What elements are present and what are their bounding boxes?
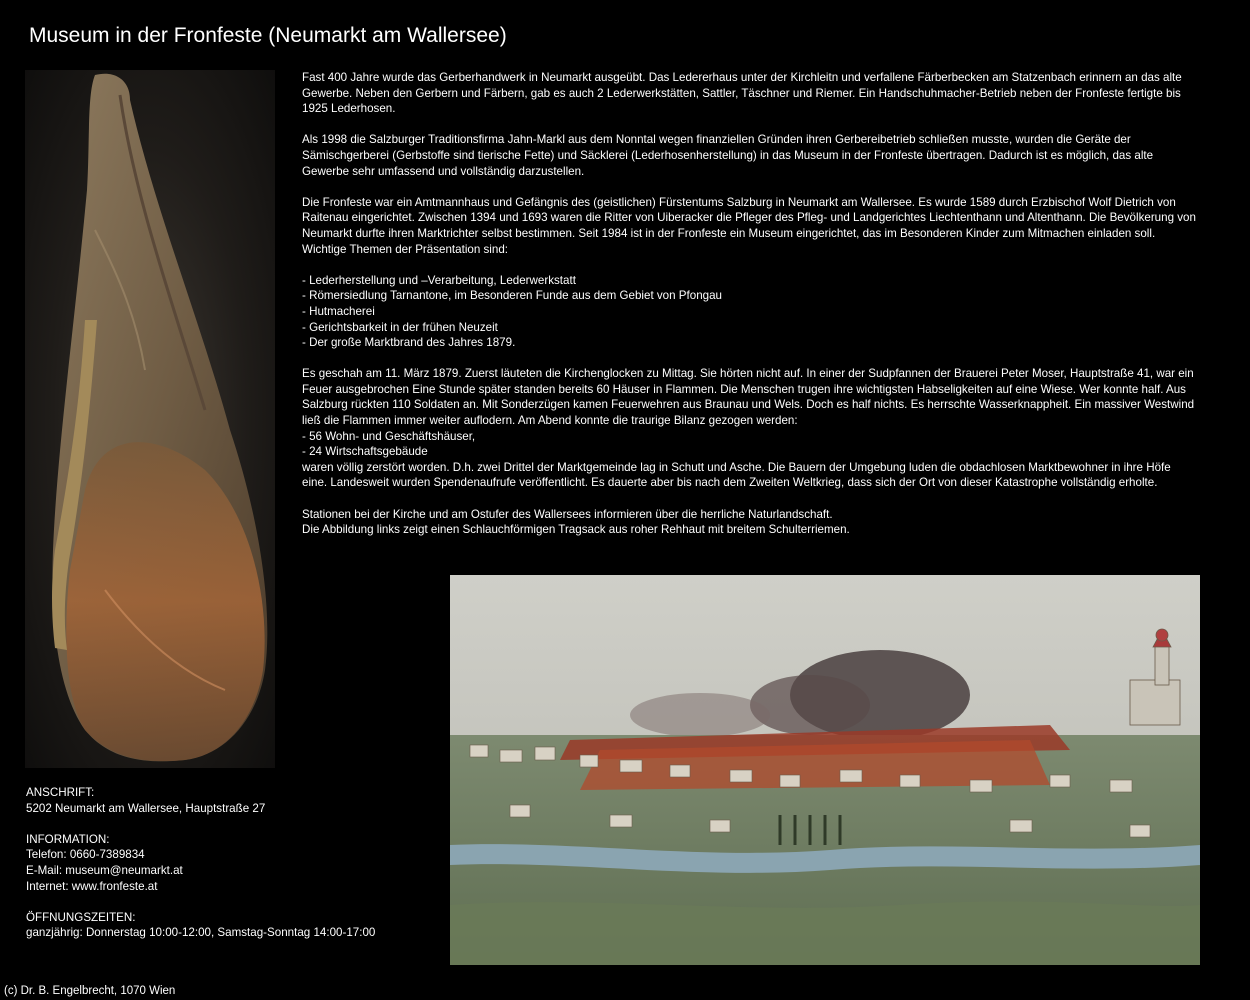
paragraph-jahn-markl: Als 1998 die Salzburger Traditionsfirma Jahn-Markl aus dem Nonntal wegen finanziellen Gründen ihren Gerbereibetrieb schließen musste, wurden die Geräte der Sämischgerberei (Gerbstoffe sind tierische Fette) und Säcklerei (Lederhosenherstellung) in das Museum in der Fronfeste übertragen. Dadurch ist es möglich, das alte Gewerbe sehr umfassend und vollständig darzustellen. (302, 133, 1154, 178)
email-text: E-Mail: museum@neumarkt.at (26, 863, 183, 877)
hours-label: ÖFFNUNGSZEITEN: (26, 910, 136, 924)
town-fire-painting (450, 575, 1200, 965)
address-label: ANSCHRIFT: (26, 786, 95, 799)
list-item: - Der große Marktbrand des Jahres 1879. (302, 336, 516, 350)
list-item: - Gerichtsbarkeit in der frühen Neuzeit (302, 320, 498, 334)
list-item: - Hutmacherei (302, 304, 375, 318)
paragraph-tanning-history: Fast 400 Jahre wurde das Gerberhandwerk in Neumarkt ausgeübt. Das Ledererhaus unter der Kirchleitn und verfallene Färberbecken am Statzenbach erinnern an das alte Gewerbe. Neben den Gerbern und Färbern, gab es auch 2 Lederwerkstätten, Sattler, Täschner und Riemer. Ein Handschuhmacher-Betrieb neben der Fronfeste fertigte bis 1925 Lederhosen. (302, 71, 1182, 116)
topics-list (302, 273, 1197, 351)
paragraph-closing-2: Die Abbildung links zeigt einen Schlauchförmigen Tragsack aus roher Rehhaut mit breitem Schulterriemen. (302, 523, 850, 537)
copyright-footer: (c) Dr. B. Engelbrecht, 1070 Wien (4, 985, 176, 997)
address-block (26, 785, 426, 816)
main-description (302, 70, 1197, 538)
phone-text: Telefon: 0660-7389834 (26, 848, 145, 862)
list-item: - Römersiedlung Tarnantone, im Besonderen Funde aus dem Gebiet von Pfongau (302, 289, 722, 303)
leather-bag-photo (25, 70, 275, 768)
list-item: - Lederherstellung und –Verarbeitung, Lederwerkstatt (302, 273, 576, 287)
info-label: INFORMATION: (26, 832, 110, 846)
paragraph-fire-outro: waren völlig zerstört worden. D.h. zwei Drittel der Marktgemeinde lag in Schutt und Asche. Die Bauern der Umgebung luden die obdachlosen Marktbewohner in ihre Höfe eine. Landesweit wurden Spendenaufrufe veröffentlicht. Es dauerte aber bis nach dem Zweiten Weltkrieg, dass sich der Ort von dieser Katastrophe vollständig erholte. (302, 460, 1171, 490)
address-text: 5202 Neumarkt am Wallersee, Hauptstraße 27 (26, 801, 266, 815)
paragraph-closing-1: Stationen bei der Kirche und am Ostufer des Wallersees informieren über die herrliche Naturlandschaft. (302, 507, 833, 521)
paragraph-fire-intro: Es geschah am 11. März 1879. Zuerst läuteten die Kirchenglocken zu Mittag. Sie hörten nicht auf. In einer der Sudpfannen der Brauerei Peter Moser, Hauptstraße 41, war ein Feuer ausgebrochen Eine Stunde später standen bereits 60 Häuser in Flammen. Die Menschen trugen ihre wichtigsten Habseligkeiten auf eine Wiese. Wer konnte half. Aus Salzburg rückten 110 Soldaten an. Mit Sonderzügen kamen Feuerwehren aus Braunau und Wels. Doch es half nichts. Es herrschte Wasserknappheit. Ein massiver Westwind ließ die Flammen immer weiter auflodern. Am Abend konnte die traurige Bilanz gezogen werden: (302, 367, 1195, 428)
list-item: - 56 Wohn- und Geschäftshäuser, (302, 429, 476, 443)
contact-info (26, 785, 426, 957)
website-text: Internet: www.fronfeste.at (26, 879, 158, 893)
hours-text: ganzjährig: Donnerstag 10:00-12:00, Samstag-Sonntag 14:00-17:00 (26, 926, 376, 940)
list-item: - 24 Wirtschaftsgebäude (302, 445, 428, 459)
info-block (26, 832, 426, 894)
page-title: Museum in der Fronfeste (Neumarkt am Wallersee) (29, 24, 507, 47)
paragraph-fronfeste: Die Fronfeste war ein Amtmannhaus und Gefängnis des (geistlichen) Fürstentums Salzburg in Neumarkt am Wallersee. Es wurde 1589 durch Erzbischof Wolf Dietrich von Raitenau eingerichtet. Zwischen 1394 und 1693 waren die Ritter von Uiberacker die Pfleger des Pfleg- und Landgerichtes Liechtenthann und Altenthann. Die Bevölkerung von Neumarkt durfte ihren Marktrichter selbst bestimmen. Seit 1984 ist in der Fronfeste ein Museum eingerichtet, das im Besonderen Kinder zum Mitmachen einladen soll. Wichtige Themen der Präsentation sind: (302, 195, 1196, 256)
hours-block (26, 910, 426, 941)
